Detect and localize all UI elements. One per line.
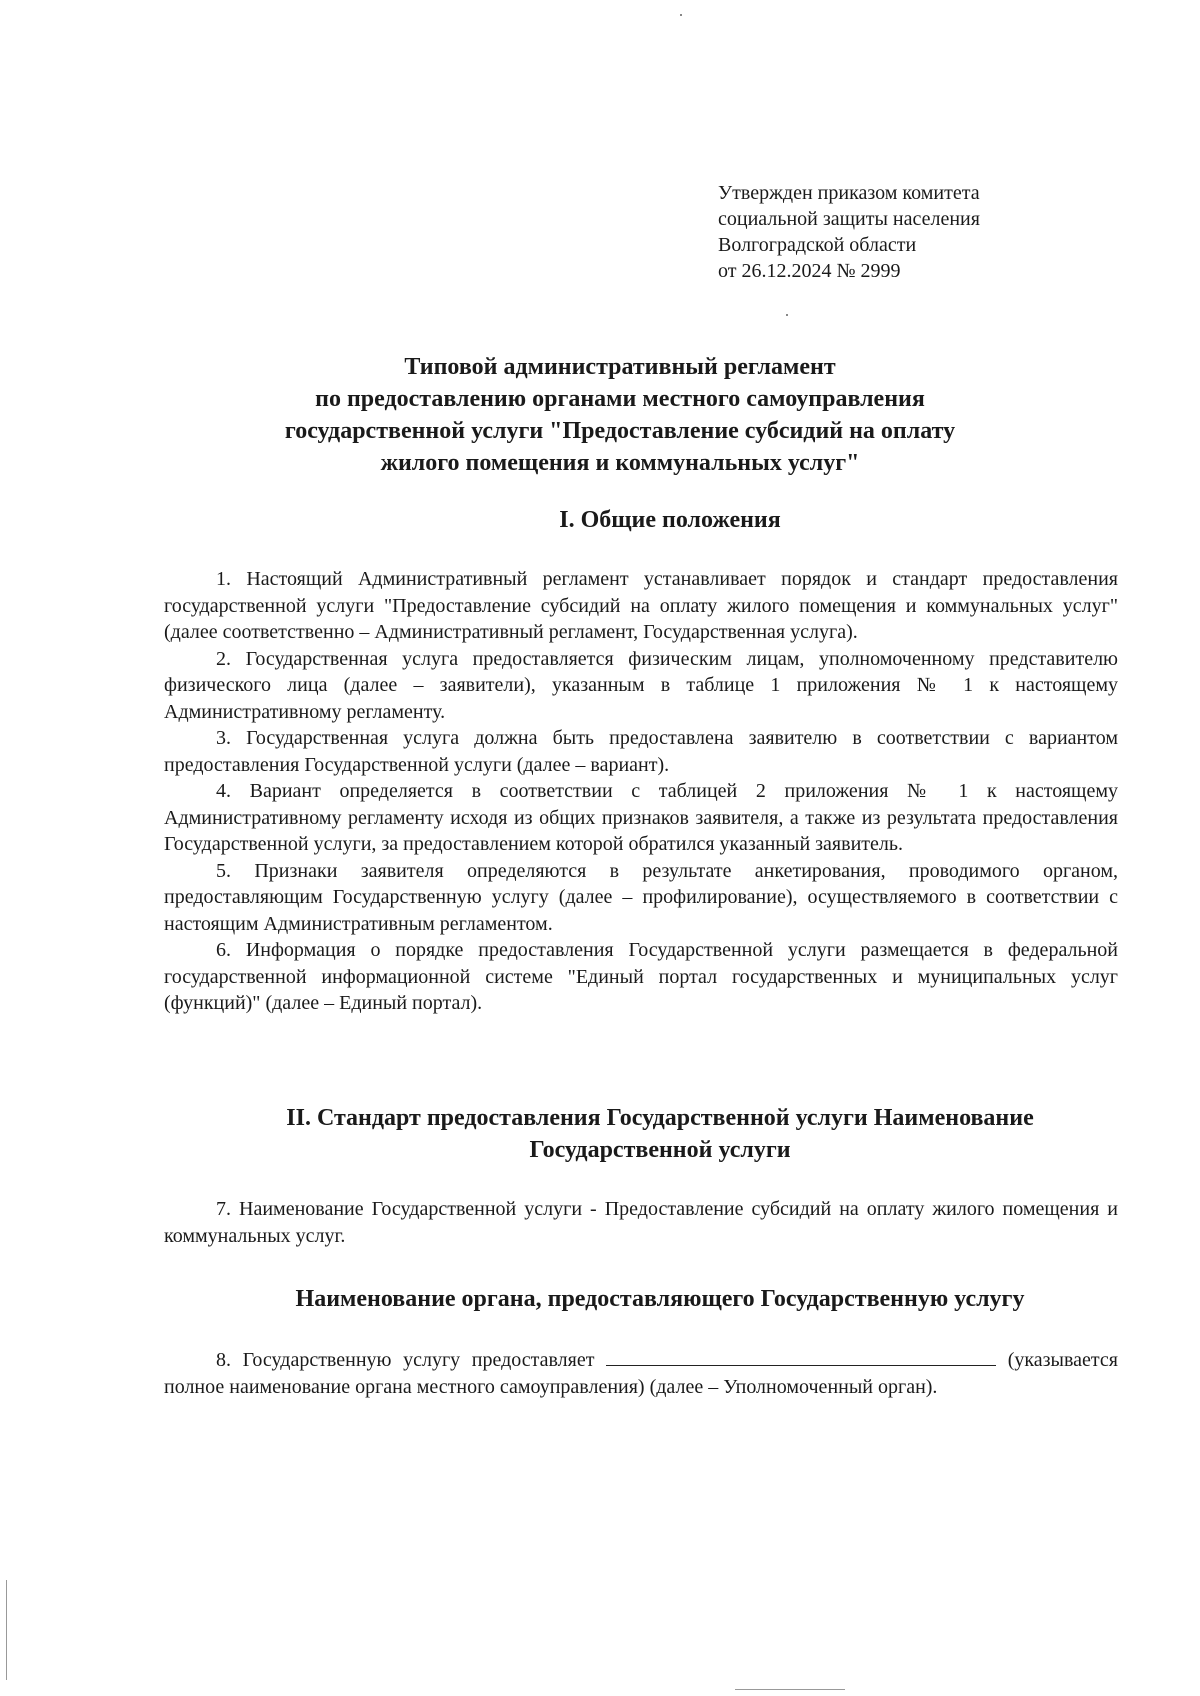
approval-line: социальной защиты населения: [718, 208, 980, 230]
paragraph-7: 7. Наименование Государственной услуги - Предоставление субсидий на оплату жилого помещения и коммунальных услуг.: [164, 1198, 1118, 1247]
title-line: государственной услуги "Предоставление субсидий на оплату: [284, 418, 956, 444]
paragraph-3: 3. Государственная услуга должна быть предоставлена заявителю в соответствии с вариантом предоставления Государственной услуги (далее – вариант).: [164, 727, 1118, 776]
paragraph-2: 2. Государственная услуга предоставляется физическим лицам, уполномоченному представителю физического лица (далее – заявители), указанным в таблице 1 приложения № 1 к настоящему Административному регламенту.: [164, 647, 1118, 723]
title-line: Типовой административный регламент: [404, 354, 836, 380]
paragraph-8-start: 8. Государственную услугу предоставляет: [216, 1349, 595, 1371]
approval-line: Волгоградской области: [718, 234, 917, 256]
section-heading-standard: [160, 1102, 1160, 1166]
title-line: жилого помещения и коммунальных услуг": [380, 450, 860, 476]
heading-line: Государственной услуги: [529, 1137, 791, 1163]
paragraph-1: 1. Настоящий Административный регламент устанавливает порядок и стандарт предоставления государственной услуги "Предоставление субсидий на оплату жилого помещения и коммунальных услуг" (далее соответственно – Административный регламент, Государственная услуга).: [164, 568, 1118, 643]
fill-in-blank-line: [606, 1347, 996, 1366]
scan-edge-mark: [735, 1689, 845, 1690]
paragraph-8: [164, 1347, 1118, 1400]
paragraph-8-end: (указывается полное наименование органа местного самоуправления) (далее – Уполномоченный орган).: [164, 1349, 1118, 1398]
scan-edge-mark: [6, 1580, 7, 1680]
section-heading-general: I. Общие положения: [559, 507, 781, 533]
approval-date-number: от 26.12.2024 № 2999: [718, 260, 901, 282]
paragraph-4: 4. Вариант определяется в соответствии с таблицей 2 приложения № 1 к настоящему Административному регламенту исходя из общих признаков заявителя, а также из результата предоставления Государственной услуги, за предоставлением которой обратился указанный заявитель.: [164, 780, 1118, 855]
scan-speck: [680, 14, 682, 16]
scan-speck: [786, 314, 788, 316]
section-general-body: [164, 566, 1118, 1017]
section-standard-body: [164, 1196, 1118, 1249]
title-line: по предоставлению органами местного самоуправления: [315, 386, 925, 412]
paragraph-6: 6. Информация о порядке предоставления Государственной услуги размещается в федеральной государственной информационной системе "Единый портал государственных и муниципальных услуг (функций)" (далее – Единый портал).: [164, 939, 1118, 1014]
section-authority-body: [164, 1347, 1118, 1400]
section-heading-authority: Наименование органа, предоставляющего Государственную услугу: [295, 1286, 1025, 1312]
paragraph-5: 5. Признаки заявителя определяются в результате анкетирования, проводимого органом, предоставляющим Государственную услугу (далее – профилирование), осуществляемого в соответствии с настоящим Административным регламентом.: [164, 859, 1118, 935]
approval-line: Утвержден приказом комитета: [718, 182, 980, 204]
document-title: [160, 351, 1080, 479]
approval-stamp-block: [718, 180, 980, 284]
heading-line: II. Стандарт предоставления Государственной услуги Наименование: [286, 1105, 1034, 1131]
